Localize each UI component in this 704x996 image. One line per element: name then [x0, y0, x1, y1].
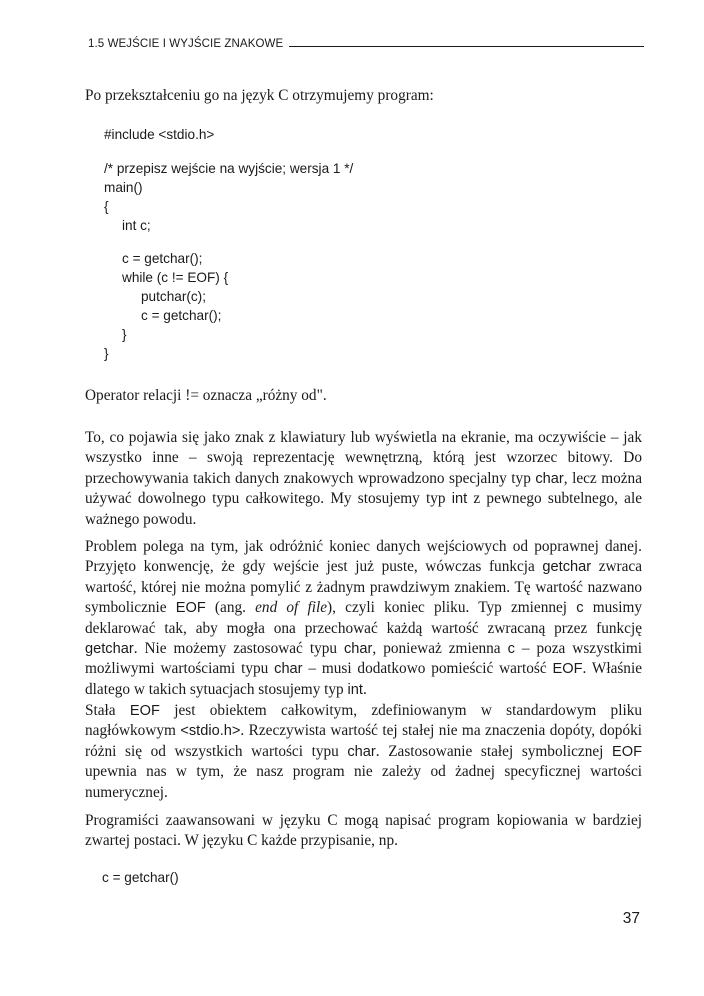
keyword-stdio-header: <stdio.h> — [180, 723, 241, 740]
code-putchar: putchar(c); — [141, 289, 206, 304]
keyword-int: int — [347, 681, 363, 698]
keyword-eof: EOF — [612, 743, 642, 760]
code-while: while (c != EOF) { — [122, 270, 229, 285]
code-inner-assignment: c = getchar(); — [141, 308, 222, 323]
code-close-brace: } — [104, 346, 109, 361]
intro-paragraph: Po przekształceniu go na język C otrzymujemy program: — [85, 87, 434, 104]
code-comment: /* przepisz wejście na wyjście; wersja 1 */ — [104, 161, 354, 176]
keyword-char: char — [535, 470, 564, 487]
keyword-char: char — [344, 641, 373, 658]
code-declaration: int c; — [122, 218, 151, 233]
keyword-char: char — [347, 743, 376, 760]
paragraph-eof-constant: Stała EOF jest obiektem całkowitym, zdefiniowanym w standardowym pliku nagłówkowym <stdio.h>. Rzeczywista wartość tej stałej nie ma znaczenia dopóty, dopóki różni się od wszystkich wartości typu char. Zastosowanie stałej symbolicznej EOF upewnia nas w tym, że nasz program nie zależy od żadnej specyficznej wartości numerycznej. — [85, 702, 642, 801]
keyword-char: char — [274, 661, 303, 678]
paragraph-advanced: Programiści zaawansowani w języku C mogą napisać program kopiowania w bardziej zwartej postaci. W języku C każde przypisanie, np. — [85, 812, 642, 850]
paragraph-eof-problem: Problem polega na tym, jak odróżnić koniec danych wejściowych od poprawnej danej. Przyjęto konwencję, że gdy wejście jest już puste, wówczas funkcja getchar zwraca wartość, której nie można pomylić z żadnym prawdziwym znakiem. Tę wartość nazwano symbolicznie EOF (ang. end of file), czyli koniec pliku. Typ zmiennej c musimy deklarować tak, aby mogła ona przechować każdą wartość zwracaną przez funkcję getchar. Nie możemy zastosować typu char, ponieważ zmienna c – poza wszystkimi możliwymi wartościami typu char – musi dodatkowo pomieścić wartość EOF. Właśnie dlatego w takich sytuacjach stosujemy typ int. — [85, 538, 643, 698]
running-head — [88, 38, 644, 50]
keyword-getchar: getchar — [85, 641, 134, 658]
keyword-eof: EOF — [552, 661, 583, 678]
keyword-eof: EOF — [129, 703, 160, 719]
keyword-eof: EOF — [175, 600, 206, 617]
operator-paragraph: Operator relacji != oznacza „różny od". — [85, 387, 327, 404]
code-open-brace: { — [104, 199, 109, 214]
code-inner-close: } — [122, 327, 127, 342]
term-end-of-file: end of file — [255, 599, 328, 617]
page-number: 37 — [622, 910, 640, 927]
keyword-c: c — [507, 641, 515, 658]
keyword-getchar: getchar — [542, 559, 592, 576]
running-head-rule — [289, 46, 644, 47]
code-getchar-example: c = getchar() — [102, 870, 179, 885]
running-head-title: 1.5 WEJŚCIE I WYJŚCIE ZNAKOWE — [88, 38, 284, 50]
code-include: #include <stdio.h> — [104, 127, 215, 142]
paragraph-representation: To, co pojawia się jako znak z klawiatury lub wyświetla na ekranie, ma oczywiście – jak wszystko inne – swoją reprezentację wewnętrzną, którą jest wzorzec bitowy. Do przechowywania takich danych znakowych wprowadzono specjalny typ char, lecz można używać dowolnego typu całkowitego. My stosujemy typ int z pewnego subtelnego, ale ważnego powodu. — [85, 429, 643, 528]
keyword-c: c — [576, 600, 584, 617]
code-assignment: c = getchar(); — [122, 251, 203, 266]
keyword-int: int — [451, 491, 468, 508]
code-main: main() — [104, 180, 143, 195]
